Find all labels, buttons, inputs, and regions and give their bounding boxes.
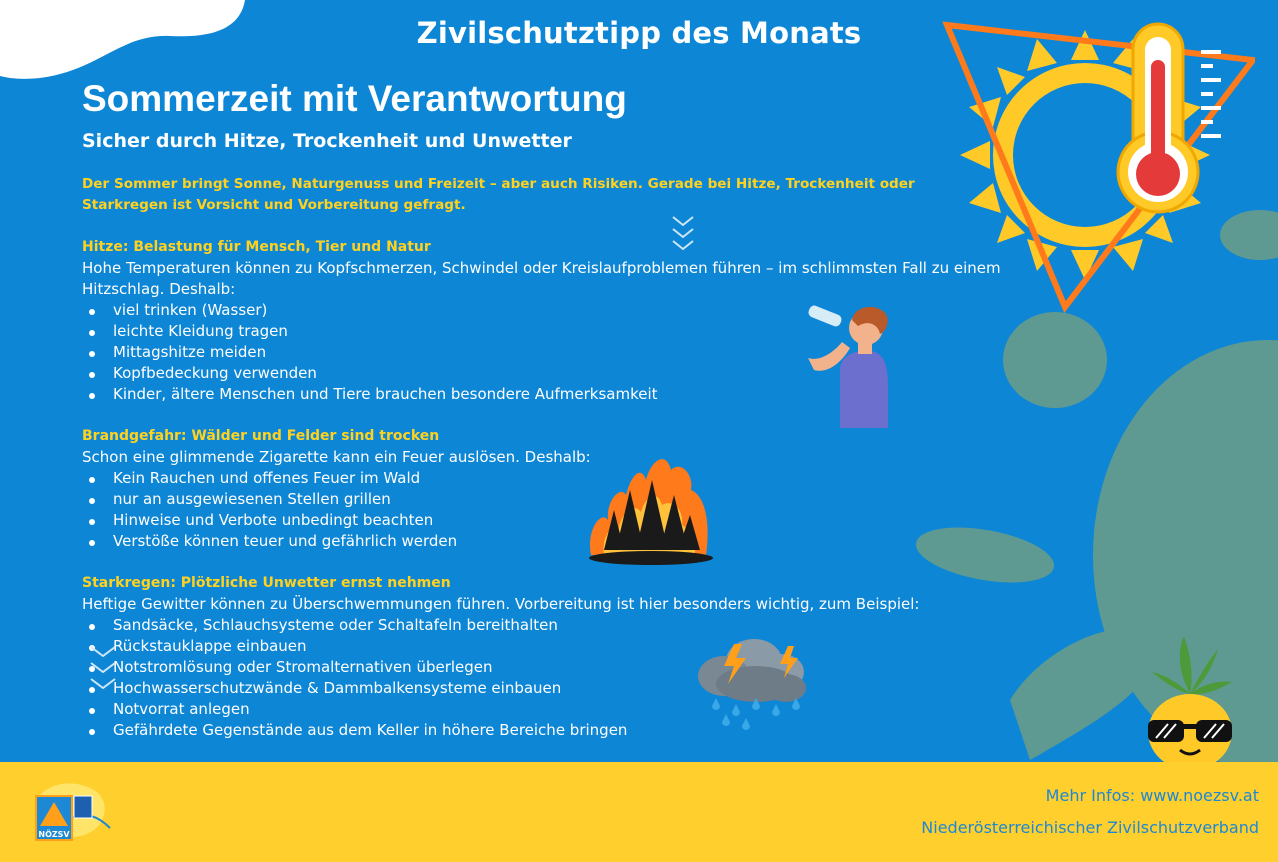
list-item: Sandsäcke, Schlauchsysteme oder Schaltafeln bereithalten [82, 615, 1022, 636]
page-subtitle: Sicher durch Hitze, Trockenheit und Unwetter [82, 130, 572, 152]
section-fire [82, 426, 1022, 552]
section-list [82, 468, 1022, 552]
list-item: viel trinken (Wasser) [82, 300, 1022, 321]
list-item: Kopfbedeckung verwenden [82, 363, 1022, 384]
section-body: Hohe Temperaturen können zu Kopfschmerzen, Schwindel oder Kreislaufproblemen führen – im schlimmsten Fall zu einem Hitzschlag. Deshalb: [82, 259, 1001, 298]
list-item: leichte Kleidung tragen [82, 321, 1022, 342]
list-item: nur an ausgewiesenen Stellen grillen [82, 489, 1022, 510]
intro-text: Der Sommer bringt Sonne, Naturgenuss und Freizeit – aber auch Risiken. Gerade bei Hitze, Trockenheit oder Starkregen ist Vorsicht und Vorbereitung gefragt. [82, 176, 915, 213]
section-list [82, 300, 1022, 405]
logo-text: NÖZSV [38, 830, 70, 839]
list-item: Verstöße können teuer und gefährlich werden [82, 531, 1022, 552]
section-heading: Starkregen: Plötzliche Unwetter ernst nehmen [82, 575, 451, 591]
section-list [82, 615, 1022, 741]
list-item: Mittagshitze meiden [82, 342, 1022, 363]
page-title: Sommerzeit mit Verantwortung [82, 78, 627, 119]
section-heading: Brandgefahr: Wälder und Felder sind trocken [82, 428, 440, 444]
section-heat [82, 237, 1022, 405]
list-item: Notvorrat anlegen [82, 699, 1022, 720]
section-heavy-rain [82, 573, 1022, 741]
section-body: Schon eine glimmende Zigarette kann ein Feuer auslösen. Deshalb: [82, 448, 591, 466]
footer-info-link[interactable]: Mehr Infos: www.noezsv.at [1045, 786, 1259, 805]
list-item: Notstromlösung oder Stromalternativen überlegen [82, 657, 1022, 678]
list-item: Hochwasserschutzwände & Dammbalkensysteme einbauen [82, 678, 1022, 699]
list-item: Rückstauklappe einbauen [82, 636, 1022, 657]
list-item: Hinweise und Verbote unbedingt beachten [82, 510, 1022, 531]
chevron-arrows-icon [88, 644, 118, 700]
list-item: Kein Rauchen und offenes Feuer im Wald [82, 468, 1022, 489]
header-tag: Zivilschutztipp des Monats [416, 16, 862, 50]
footer-organization: Niederösterreichischer Zivilschutzverband [921, 818, 1259, 837]
list-item: Kinder, ältere Menschen und Tiere brauchen besondere Aufmerksamkeit [82, 384, 1022, 405]
list-item: Gefährdete Gegenstände aus dem Keller in höhere Bereiche bringen [82, 720, 1022, 741]
section-heading: Hitze: Belastung für Mensch, Tier und Natur [82, 239, 431, 255]
section-body: Heftige Gewitter können zu Überschwemmungen führen. Vorbereitung ist hier besonders wichtig, zum Beispiel: [82, 595, 920, 613]
